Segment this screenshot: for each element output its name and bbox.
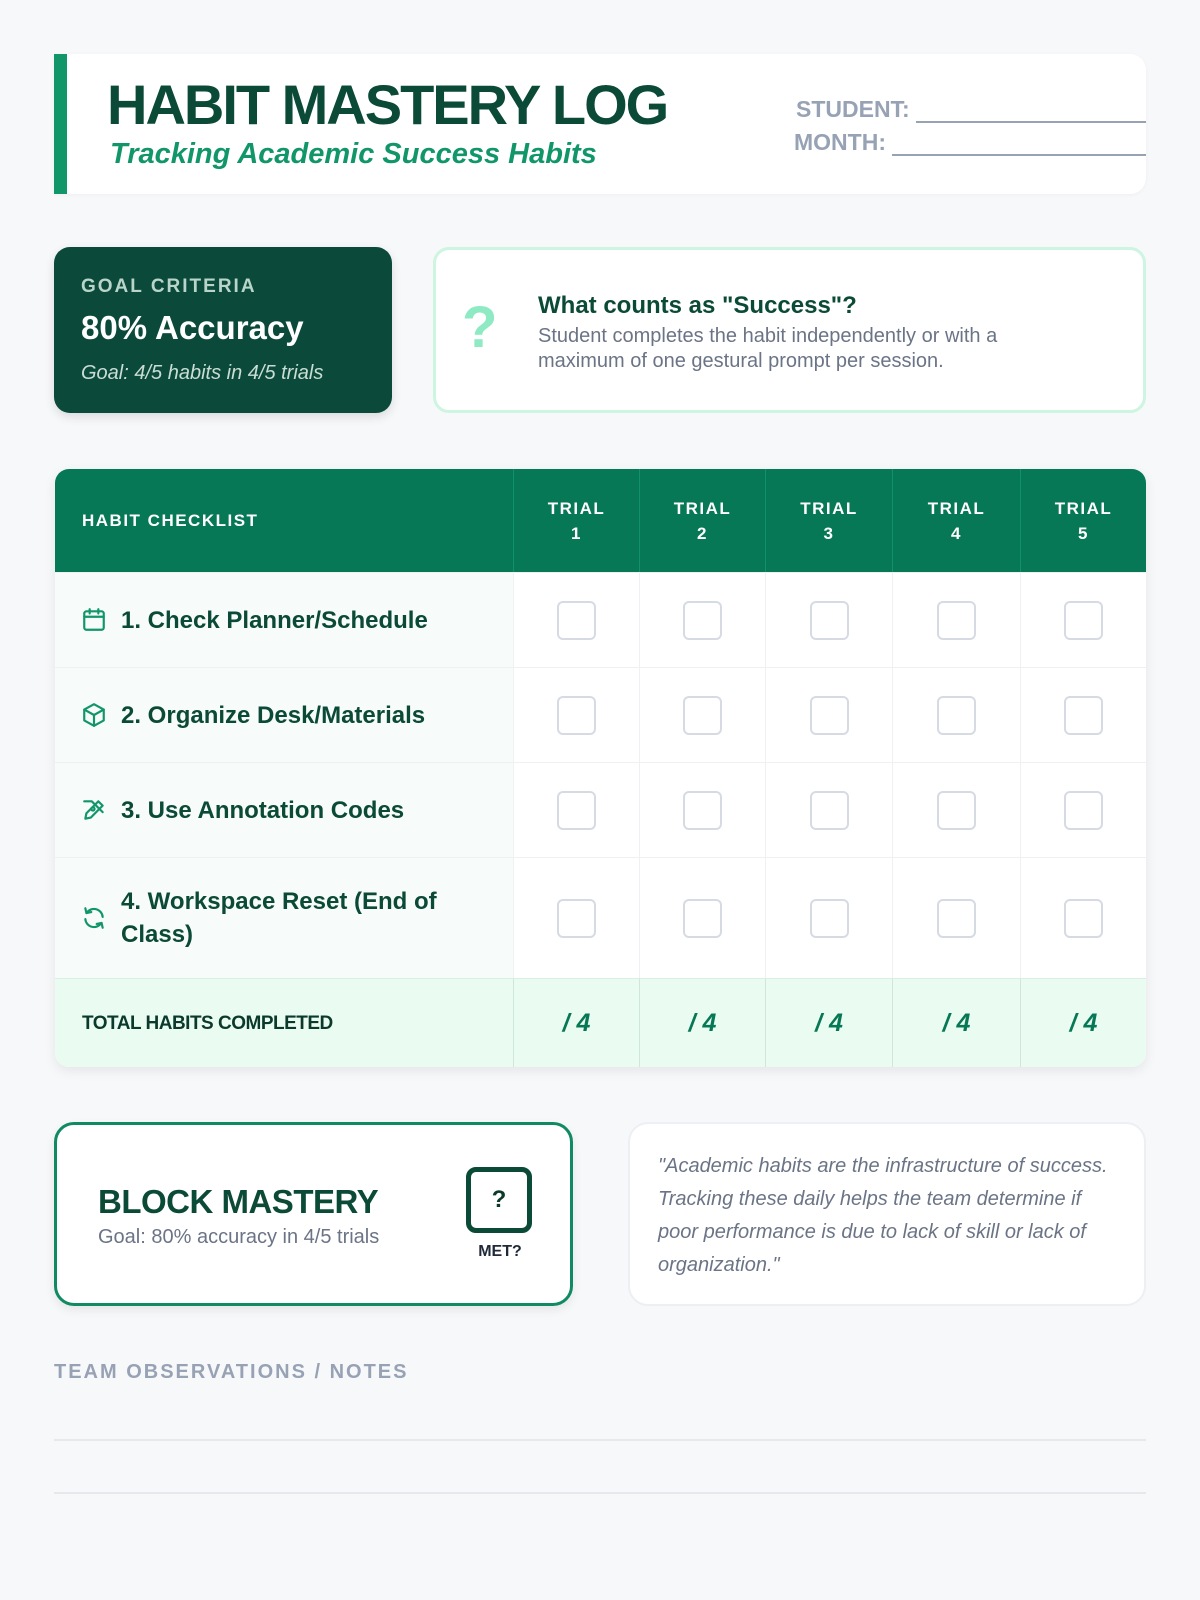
checkbox[interactable] [557, 899, 596, 938]
habit-label: 3. Use Annotation Codes [121, 796, 405, 824]
total-label: TOTAL HABITS COMPLETED [82, 1012, 333, 1034]
checkbox[interactable] [683, 696, 722, 735]
success-text: Student completes the habit independently or with a maximum of one gestural prompt per session. [538, 325, 998, 372]
trial-cell [639, 668, 765, 762]
trial-cell [892, 858, 1020, 978]
habit-table [55, 469, 1146, 1067]
table-header [55, 469, 1146, 572]
student-field[interactable] [796, 90, 1146, 123]
table-row [55, 572, 1146, 667]
trial-cell [639, 858, 765, 978]
table-row [55, 857, 1146, 978]
total-cell-2: / 4 [639, 979, 765, 1067]
pen-icon [81, 797, 107, 823]
page-subtitle: Tracking Academic Success Habits [110, 138, 597, 170]
header-habit-checklist: HABIT CHECKLIST [82, 511, 259, 530]
trial-cell [513, 668, 639, 762]
habit-cell [55, 858, 513, 978]
trial-cell [892, 668, 1020, 762]
habit-cell [55, 668, 513, 762]
checkbox[interactable] [1064, 601, 1103, 640]
quote-text: "Academic habits are the infrastructure of success. Tracking these daily helps the team determine if poor performance is due to lack of skill or lack of organization." [658, 1155, 1108, 1276]
trial-cell [1020, 763, 1146, 857]
habit-label: 1. Check Planner/Schedule [121, 606, 428, 634]
block-mastery-card [54, 1122, 573, 1306]
page-title: HABIT MASTERY LOG [107, 73, 668, 136]
student-meta [796, 90, 1146, 156]
calendar-icon [81, 607, 107, 633]
table-row [55, 762, 1146, 857]
student-label: STUDENT: [796, 96, 910, 122]
goal-value: 80% Accuracy [81, 309, 304, 346]
trial-cell [1020, 858, 1146, 978]
total-cell-4: / 4 [892, 979, 1020, 1067]
total-cell-3: / 4 [765, 979, 892, 1067]
mastery-goal: Goal: 80% accuracy in 4/5 trials [98, 1226, 380, 1248]
checkbox[interactable] [810, 601, 849, 640]
trial-cell [765, 858, 892, 978]
trial-cell [513, 858, 639, 978]
notes-line[interactable] [54, 1492, 1146, 1494]
trial-cell [1020, 573, 1146, 667]
checkbox[interactable] [683, 899, 722, 938]
habit-label: 2. Organize Desk/Materials [121, 701, 426, 729]
month-field[interactable] [794, 123, 1146, 156]
header-trial-4: TRIAL 4 [892, 469, 1020, 572]
month-line [892, 136, 1146, 156]
header-trial-5: TRIAL 5 [1020, 469, 1146, 572]
trial-cell [513, 763, 639, 857]
checkbox[interactable] [683, 791, 722, 830]
habit-cell [55, 763, 513, 857]
goal-label: GOAL CRITERIA [81, 276, 257, 297]
habit-cell [55, 573, 513, 667]
habit-label: 4. Workspace Reset (End of Class) [121, 888, 437, 948]
box-icon [81, 702, 107, 728]
notes-title: TEAM OBSERVATIONS / NOTES [54, 1361, 409, 1383]
total-cell-1: / 4 [513, 979, 639, 1067]
table-row [55, 667, 1146, 762]
goal-note: Goal: 4/5 habits in 4/5 trials [81, 362, 324, 384]
trial-cell [639, 573, 765, 667]
refresh-icon [81, 905, 107, 931]
header-card [54, 54, 1146, 194]
trial-cell [765, 668, 892, 762]
trial-cell [765, 763, 892, 857]
checkbox[interactable] [937, 601, 976, 640]
header-trial-3: TRIAL 3 [765, 469, 892, 572]
quote-card [628, 1122, 1146, 1306]
checkbox[interactable] [937, 791, 976, 830]
checkbox[interactable] [810, 696, 849, 735]
mastery-title: BLOCK MASTERY [98, 1183, 379, 1220]
trial-cell [1020, 668, 1146, 762]
checkbox[interactable] [1064, 791, 1103, 830]
trial-cell [892, 763, 1020, 857]
checkbox[interactable] [557, 696, 596, 735]
met-label: MET? [478, 1243, 522, 1260]
trial-cell [639, 763, 765, 857]
trial-cell [513, 573, 639, 667]
checkbox[interactable] [937, 696, 976, 735]
header-trial-2: TRIAL 2 [639, 469, 765, 572]
checkbox[interactable] [683, 601, 722, 640]
student-line [916, 103, 1146, 123]
header-trial-1: TRIAL 1 [513, 469, 639, 572]
question-icon: ? [462, 295, 498, 360]
mastery-met-box[interactable]: ? [466, 1167, 532, 1233]
checkbox[interactable] [810, 791, 849, 830]
checkbox[interactable] [1064, 696, 1103, 735]
total-cell-5: / 4 [1020, 979, 1146, 1067]
month-label: MONTH: [794, 129, 886, 155]
checkbox[interactable] [937, 899, 976, 938]
total-row [55, 978, 1146, 1067]
checkbox[interactable] [810, 899, 849, 938]
checkbox[interactable] [557, 601, 596, 640]
trial-cell [765, 573, 892, 667]
checkbox[interactable] [1064, 899, 1103, 938]
trial-cell [892, 573, 1020, 667]
notes-line[interactable] [54, 1439, 1146, 1441]
success-definition-card [433, 247, 1146, 413]
checkbox[interactable] [557, 791, 596, 830]
success-title: What counts as "Success"? [538, 292, 857, 319]
goal-criteria-card [54, 247, 392, 413]
